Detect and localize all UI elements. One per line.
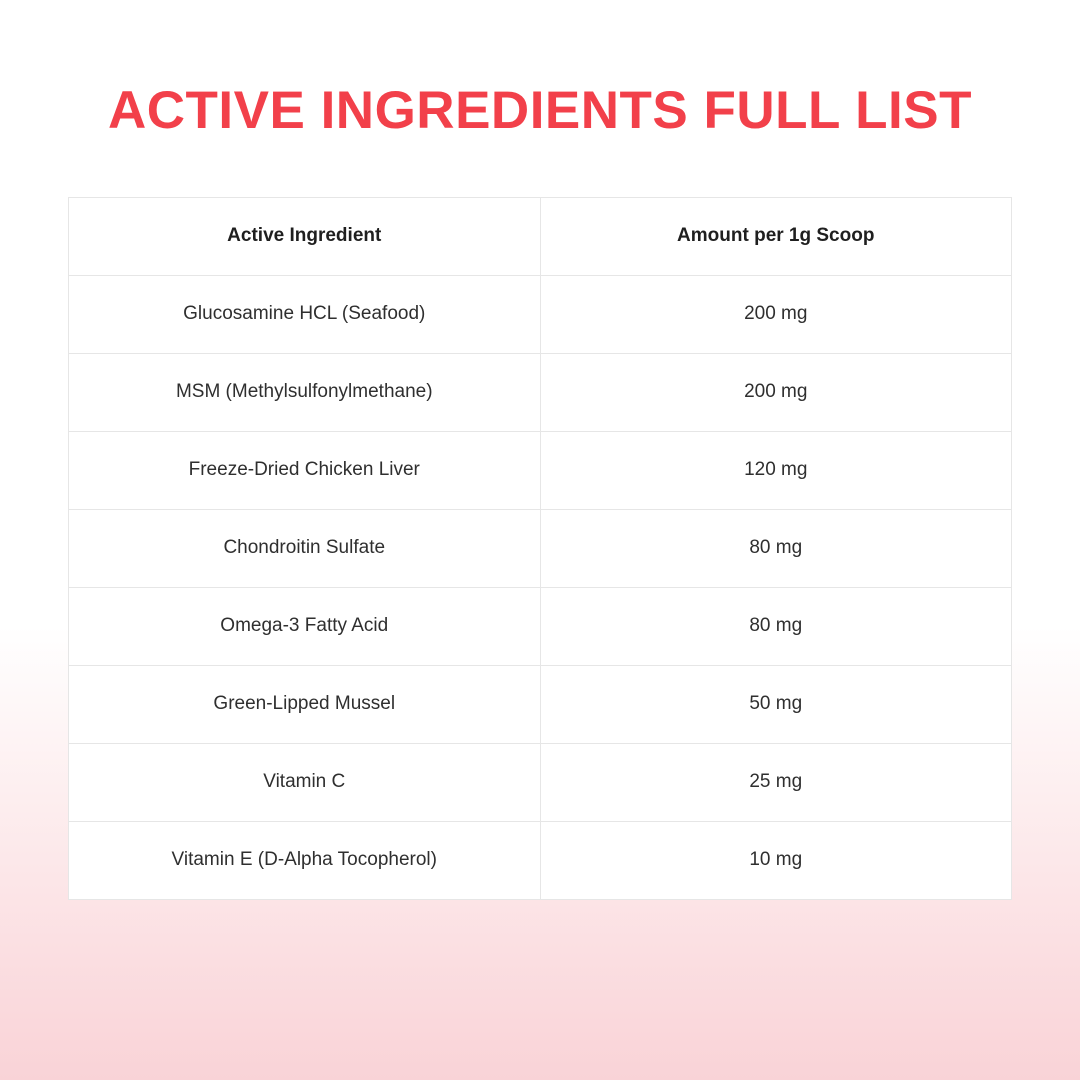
ingredients-table (69, 198, 1011, 899)
cell-ingredient: MSM (Methylsulfonylmethane) (69, 353, 540, 431)
column-header-amount: Amount per 1g Scoop (540, 198, 1011, 275)
table-row (69, 431, 1011, 509)
table-row (69, 587, 1011, 665)
cell-ingredient: Green-Lipped Mussel (69, 665, 540, 743)
table-row (69, 821, 1011, 899)
cell-ingredient: Omega-3 Fatty Acid (69, 587, 540, 665)
table-row (69, 509, 1011, 587)
table-header-row (69, 198, 1011, 275)
cell-amount: 200 mg (540, 275, 1011, 353)
cell-amount: 120 mg (540, 431, 1011, 509)
cell-ingredient: Chondroitin Sulfate (69, 509, 540, 587)
cell-amount: 10 mg (749, 849, 803, 871)
page-title: ACTIVE INGREDIENTS FULL LIST (108, 81, 972, 140)
cell-ingredient: Vitamin C (69, 743, 540, 821)
ingredients-table-container (68, 197, 1012, 900)
cell-amount: 25 mg (540, 743, 1011, 821)
table-row (69, 665, 1011, 743)
cell-amount: 200 mg (540, 353, 1011, 431)
cell-amount: 80 mg (540, 509, 1011, 587)
cell-ingredient: Freeze-Dried Chicken Liver (69, 431, 540, 509)
column-header-ingredient: Active Ingredient (69, 198, 540, 275)
table-row (69, 353, 1011, 431)
cell-ingredient: Vitamin E (D-Alpha Tocopherol) (69, 821, 540, 899)
table-row (69, 743, 1011, 821)
table-header (69, 198, 1011, 275)
cell-amount: 80 mg (540, 587, 1011, 665)
table-row (69, 275, 1011, 353)
table-body (69, 275, 1011, 899)
cell-amount: 50 mg (540, 665, 1011, 743)
cell-ingredient: Glucosamine HCL (Seafood) (69, 275, 540, 353)
